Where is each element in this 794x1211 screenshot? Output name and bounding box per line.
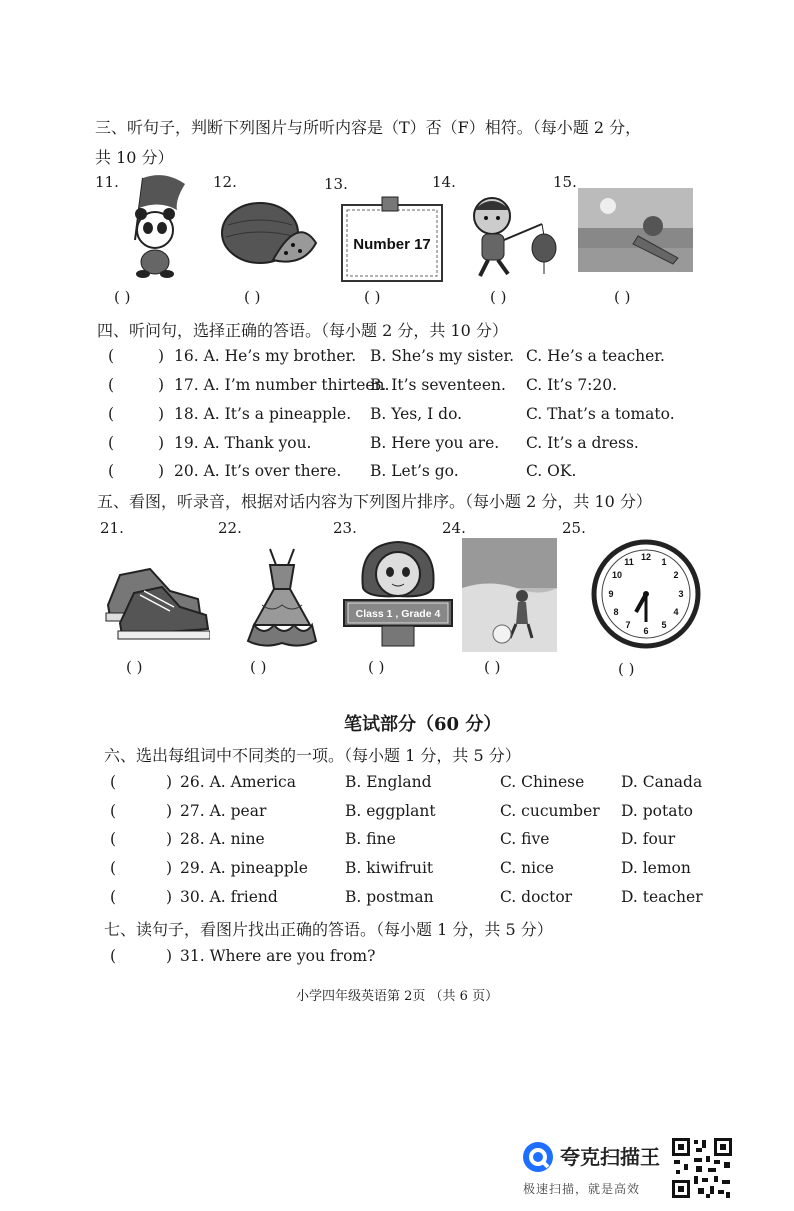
answer-blank[interactable]: ( xyxy=(110,859,117,877)
option-b: B. eggplant xyxy=(345,802,436,820)
option-b: B. Yes, I do. xyxy=(370,405,463,423)
clock-num-6: 6 xyxy=(643,626,649,636)
option-b: B. postman xyxy=(345,888,434,906)
question-30: ( ) 30. A. friend B. postman C. doctor D. teacher xyxy=(110,888,703,906)
option-a: 26. A. America xyxy=(180,773,296,791)
option-a: 20. A. It’s over there. xyxy=(174,462,342,480)
clock-num-10: 10 xyxy=(611,570,623,580)
option-a: 28. A. nine xyxy=(180,830,265,848)
question-17: ( ) 17. A. I’m number thirteen. B. It’s seventeen. C. It’s 7:20. xyxy=(108,376,618,394)
option-c: C. nice xyxy=(500,859,554,877)
option-b: B. England xyxy=(345,773,432,791)
answer-blank[interactable]: ( xyxy=(108,434,115,452)
clock-num-1: 1 xyxy=(661,557,667,567)
blank-23[interactable]: ( ) xyxy=(368,658,385,676)
watermelon-image xyxy=(218,195,318,267)
section3-title-line2: 共 10 分） xyxy=(95,148,174,167)
blank-24[interactable]: ( ) xyxy=(484,658,501,676)
blank-15[interactable]: ( ) xyxy=(614,288,631,306)
option-b: B. She’s my sister. xyxy=(370,347,515,365)
label-24: 24. xyxy=(442,519,466,537)
question-31: ( ) 31. Where are you from? xyxy=(110,947,376,965)
option-c: C. OK. xyxy=(526,462,577,480)
option-a: 16. A. He’s my brother. xyxy=(174,347,357,365)
option-a: 29. A. pineapple xyxy=(180,859,308,877)
number-card-image xyxy=(338,195,446,285)
label-22: 22. xyxy=(218,519,242,537)
option-c: C. cucumber xyxy=(500,802,600,820)
clock-num-8: 8 xyxy=(613,607,619,617)
question-26: ( ) 26. A. America B. England C. Chinese D. Canada xyxy=(110,773,703,791)
question-29: ( ) 29. A. pineapple B. kiwifruit C. nice D. lemon xyxy=(110,859,691,877)
dress-image xyxy=(240,545,325,650)
label-25: 25. xyxy=(562,519,586,537)
option-d: D. teacher xyxy=(621,888,703,906)
label-21: 21. xyxy=(100,519,124,537)
label-11: 11. xyxy=(95,173,119,191)
clock-num-11: 11 xyxy=(624,557,634,567)
answer-blank[interactable]: ( xyxy=(108,462,115,480)
option-c: C. It’s a dress. xyxy=(526,434,639,452)
option-b: B. kiwifruit xyxy=(345,859,434,877)
snow-scene-image xyxy=(462,538,557,652)
question-20: ( ) 20. A. It’s over there. B. Let’s go. C. OK. xyxy=(108,462,577,480)
sign-text: Class 1 , Grade 4 xyxy=(355,608,441,620)
option-a: 19. A. Thank you. xyxy=(174,434,312,452)
page-footer: 小学四年级英语第 2页 （共 6 页） xyxy=(296,989,499,1004)
option-c: C. Chinese xyxy=(500,773,585,791)
answer-blank[interactable]: ( xyxy=(108,376,115,394)
option-b: B. Let’s go. xyxy=(370,462,459,480)
option-a: 30. A. friend xyxy=(180,888,278,906)
clock-num-7: 7 xyxy=(625,620,631,630)
clock-num-9: 9 xyxy=(608,589,614,599)
question-31-text: 31. Where are you from? xyxy=(180,947,376,965)
blank-21[interactable]: ( ) xyxy=(126,658,143,676)
blank-13[interactable]: ( ) xyxy=(364,288,381,306)
question-28: ( ) 28. A. nine B. fine C. five D. four xyxy=(110,830,676,848)
answer-blank[interactable]: ( xyxy=(108,405,115,423)
section7-title: 七、读句子，看图片找出正确的答语。（每小题 1 分，共 5 分） xyxy=(104,920,553,939)
blank-14[interactable]: ( ) xyxy=(490,288,507,306)
question-19: ( ) 19. A. Thank you. B. Here you are. C. It’s a dress. xyxy=(108,434,639,452)
option-a: 27. A. pear xyxy=(180,802,267,820)
blank-11[interactable]: ( ) xyxy=(114,288,131,306)
panda-flag-image xyxy=(105,170,195,280)
sneakers-image xyxy=(100,555,210,643)
section5-title: 五、看图，听录音，根据对话内容为下列图片排序。（每小题 2 分，共 10 分） xyxy=(97,492,652,511)
option-d: D. four xyxy=(621,830,676,848)
option-d: D. lemon xyxy=(621,859,691,877)
answer-blank[interactable]: ( xyxy=(108,347,115,365)
clock-num-3: 3 xyxy=(678,589,684,599)
label-14: 14. xyxy=(432,173,456,191)
answer-blank[interactable]: ( xyxy=(110,947,117,965)
qr-code-icon xyxy=(670,1136,734,1200)
clock-image xyxy=(590,538,702,650)
section3-title-line1: 三、听句子，判断下列图片与所听内容是（T）否（F）相符。（每小题 2 分， xyxy=(95,118,642,137)
option-b: B. Here you are. xyxy=(370,434,500,452)
clock-num-5: 5 xyxy=(661,620,667,630)
watermark-slogan: 极速扫描，就是高效 xyxy=(523,1182,641,1196)
option-d: D. potato xyxy=(621,802,694,820)
girl-lantern-image xyxy=(462,188,562,280)
written-section-heading: 笔试部分（60 分） xyxy=(344,714,502,735)
option-d: D. Canada xyxy=(621,773,703,791)
section4-title: 四、听问句，选择正确的答语。（每小题 2 分，共 10 分） xyxy=(97,321,508,340)
blank-25[interactable]: ( ) xyxy=(618,660,635,678)
question-18: ( ) 18. A. It’s a pineapple. B. Yes, I do. C. That’s a tomato. xyxy=(108,405,675,423)
clock-num-12: 12 xyxy=(640,552,652,562)
option-b: B. It’s seventeen. xyxy=(370,376,506,394)
option-c: C. He’s a teacher. xyxy=(526,347,665,365)
label-15: 15. xyxy=(553,173,577,191)
answer-blank[interactable]: ( xyxy=(110,830,117,848)
option-c: C. five xyxy=(500,830,550,848)
beach-image xyxy=(578,188,693,272)
option-c: C. It’s 7:20. xyxy=(526,376,618,394)
label-23: 23. xyxy=(333,519,357,537)
watermark-brand: 夸克扫描王 xyxy=(560,1145,660,1169)
girl-sign-image xyxy=(338,538,458,648)
label-12: 12. xyxy=(213,173,237,191)
option-a: 18. A. It’s a pineapple. xyxy=(174,405,352,423)
answer-blank[interactable]: ( xyxy=(110,888,117,906)
clock-num-2: 2 xyxy=(673,570,679,580)
number-card-text: Number 17 xyxy=(353,236,431,253)
question-16: ( ) 16. A. He’s my brother. B. She’s my sister. C. He’s a teacher. xyxy=(108,347,665,365)
option-b: B. fine xyxy=(345,830,396,848)
blank-12[interactable]: ( ) xyxy=(244,288,261,306)
option-c: C. doctor xyxy=(500,888,573,906)
blank-22[interactable]: ( ) xyxy=(250,658,267,676)
clock-num-4: 4 xyxy=(673,607,679,617)
label-13: 13. xyxy=(324,175,348,193)
option-a: 17. A. I’m number thirteen. xyxy=(174,376,390,394)
question-27: ( ) 27. A. pear B. eggplant C. cucumber D. potato xyxy=(110,802,694,820)
answer-blank[interactable]: ( xyxy=(110,773,117,791)
option-c: C. That’s a tomato. xyxy=(526,405,675,423)
section6-title: 六、选出每组词中不同类的一项。（每小题 1 分，共 5 分） xyxy=(104,746,521,765)
scanner-logo-icon xyxy=(521,1140,555,1174)
answer-blank[interactable]: ( xyxy=(110,802,117,820)
